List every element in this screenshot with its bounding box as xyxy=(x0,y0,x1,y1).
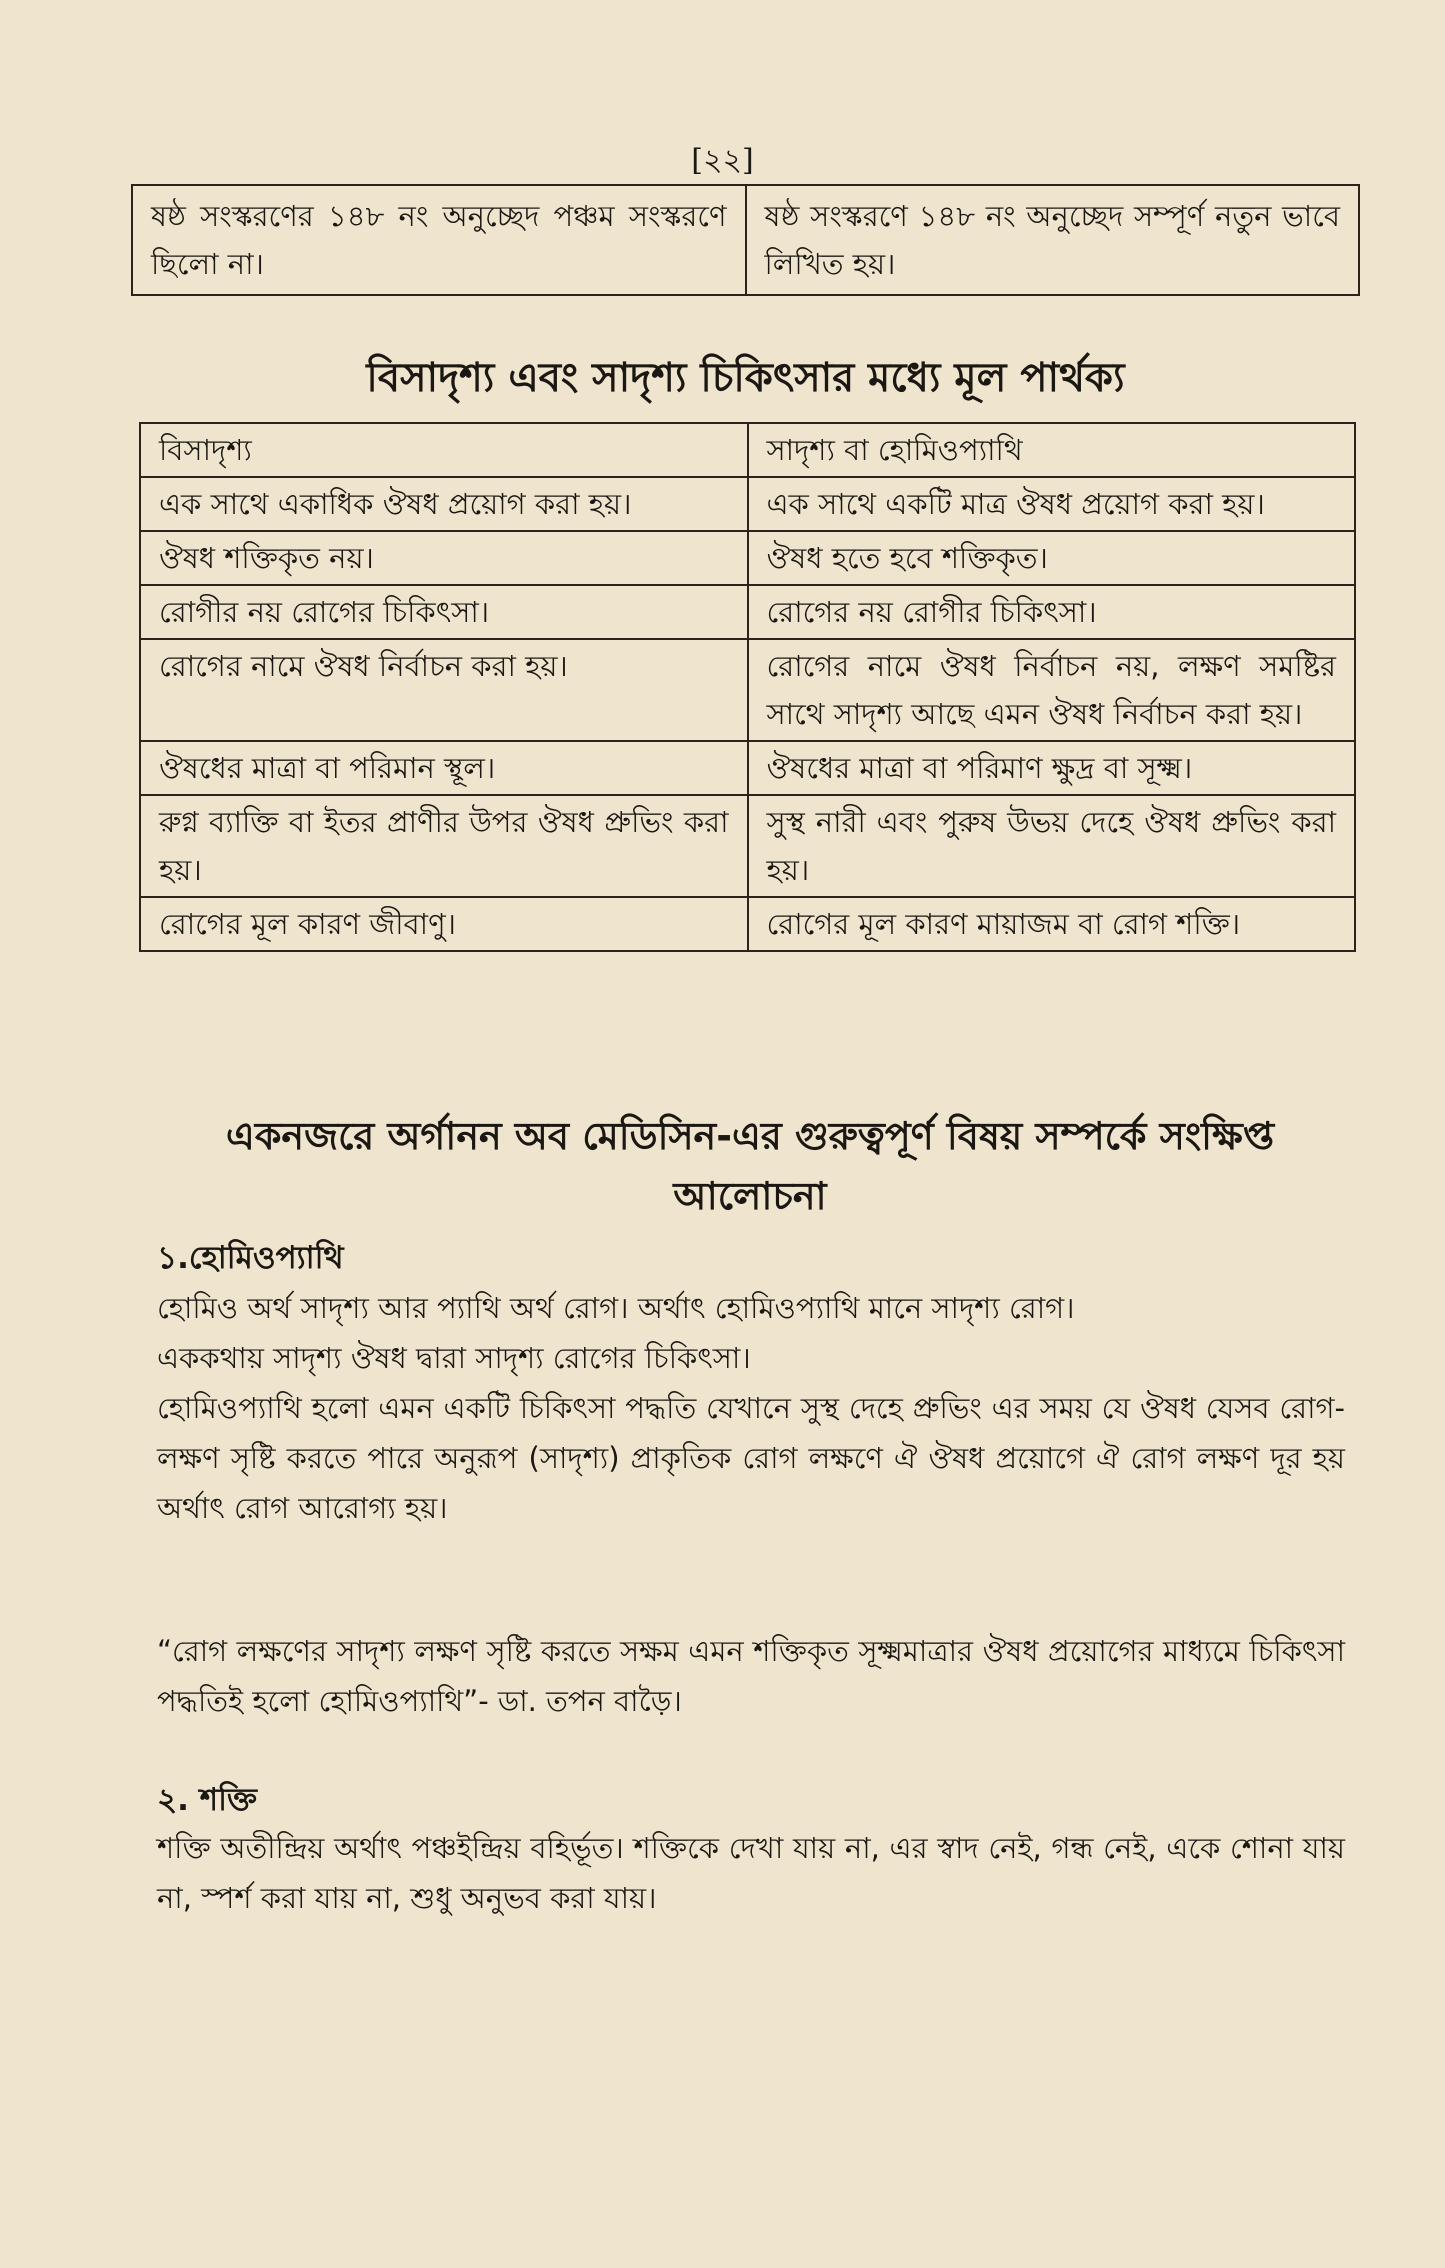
table-cell-right: রোগের নামে ঔষধ নির্বাচন নয়, লক্ষণ সমষ্টির সাথে সাদৃশ্য আছে এমন ঔষধ নির্বাচন করা হয়। xyxy=(748,639,1356,741)
table-row xyxy=(140,531,1355,585)
table-cell-right: ষষ্ঠ সংস্করণে ১৪৮ নং অনুচ্ছেদ সম্পূর্ণ নতুন ভাবে লিখিত হয়। xyxy=(746,185,1360,295)
table-cell-left: রোগের মূল কারণ জীবাণু। xyxy=(140,897,748,951)
subheading-shakti: ২. শক্তি xyxy=(157,1782,258,1818)
paragraph: হোমিও অর্থ সাদৃশ্য আর প্যাথি অর্থ রোগ। অর্থাৎ হোমিওপ্যাথি মানে সাদৃশ্য রোগ। xyxy=(157,1291,1075,1325)
table-cell-left: ঔষধ শক্তিকৃত নয়। xyxy=(140,531,748,585)
table-cell-right: সাদৃশ্য বা হোমিওপ্যাথি xyxy=(748,423,1356,477)
table-cell-left: এক সাথে একাধিক ঔষধ প্রয়োগ করা হয়। xyxy=(140,477,748,531)
table-row xyxy=(140,795,1355,897)
table-cell-left: রোগীর নয় রোগের চিকিৎসা। xyxy=(140,585,748,639)
table-row xyxy=(140,423,1355,477)
table-cell-left: রুগ্ন ব্যাক্তি বা ইতর প্রাণীর উপর ঔষধ প্রুভিং করা হয়। xyxy=(140,795,748,897)
table-cell-right: রোগের নয় রোগীর চিকিৎসা। xyxy=(748,585,1356,639)
table-cell-right: এক সাথে একটি মাত্র ঔষধ প্রয়োগ করা হয়। xyxy=(748,477,1356,531)
table-cell-left: রোগের নামে ঔষধ নির্বাচন করা হয়। xyxy=(140,639,748,741)
homeopathy-quote xyxy=(157,1626,1345,1726)
section-heading-organon: একনজরে অর্গানন অব মেডিসিন-এর গুরুত্বপূর্ণ বিষয় সম্পর্কে সংক্ষিপ্ত আলোচনা xyxy=(225,1114,1275,1218)
paragraph: হোমিওপ্যাথি হলো এমন একটি চিকিৎসা পদ্ধতি যেখানে সুস্থ দেহে প্রুভিং এর সময় যে ঔষধ যেসব রোগ-লক্ষণ সৃষ্টি করতে পারে অনুরূপ (সাদৃশ্য) প্রাকৃতিক রোগ লক্ষণে ঐ ঔষধ প্রয়োগে ঐ রোগ লক্ষণ দূর হয় অর্থাৎ রোগ আরোগ্য হয়। xyxy=(157,1391,1345,1525)
paragraph: এককথায় সাদৃশ্য ঔষধ দ্বারা সাদৃশ্য রোগের চিকিৎসা। xyxy=(157,1341,751,1375)
quote-paragraph: “রোগ লক্ষণের সাদৃশ্য লক্ষণ সৃষ্টি করতে সক্ষম এমন শক্তিকৃত সূক্ষ্মমাত্রার ঔষধ প্রয়োগের মাধ্যমে চিকিৎসা পদ্ধতিই হলো হোমিওপ্যাথি”- ডা. তপন বাড়ৈ। xyxy=(157,1634,1345,1718)
table-cell-left: ষষ্ঠ সংস্করণের ১৪৮ নং অনুচ্ছেদ পঞ্চম সংস্করণে ছিলো না। xyxy=(132,185,746,295)
table-cell-right: ঔষধ হতে হবে শক্তিকৃত। xyxy=(748,531,1356,585)
table-row xyxy=(140,477,1355,531)
table-cell-right: ঔষধের মাত্রা বা পরিমাণ ক্ষুদ্র বা সূক্ষ্ম। xyxy=(748,741,1356,795)
table-row xyxy=(140,741,1355,795)
table-cell-right: সুস্থ নারী এবং পুরুষ উভয় দেহে ঔষধ প্রুভিং করা হয়। xyxy=(748,795,1356,897)
homeopathy-body xyxy=(157,1283,1345,1533)
table-row xyxy=(132,185,1359,295)
table-row xyxy=(140,585,1355,639)
subheading-homeopathy: ১.হোমিওপ্যাথি xyxy=(157,1240,344,1276)
paragraph: শক্তি অতীন্দ্রিয় অর্থাৎ পঞ্চইন্দ্রিয় বহির্ভূত। শক্তিকে দেখা যায় না, এর স্বাদ নেই, গন্ধ নেই, একে শোনা যায় না, স্পর্শ করা যায় না, শুধু অনুভব করা যায়। xyxy=(157,1831,1345,1915)
page-number: [২২] xyxy=(691,143,754,178)
table-cell-right: রোগের মূল কারণ মায়াজম বা রোগ শক্তি। xyxy=(748,897,1356,951)
edition-comparison-table xyxy=(131,184,1360,296)
table-row xyxy=(140,897,1355,951)
difference-table xyxy=(139,422,1356,952)
table-row xyxy=(140,639,1355,741)
table-cell-left: ঔষধের মাত্রা বা পরিমান স্থূল। xyxy=(140,741,748,795)
shakti-body xyxy=(157,1823,1345,1923)
table-cell-left: বিসাদৃশ্য xyxy=(140,423,748,477)
section-heading-difference: বিসাদৃশ্য এবং সাদৃশ্য চিকিৎসার মধ্যে মূল পার্থক্য xyxy=(366,355,1125,401)
